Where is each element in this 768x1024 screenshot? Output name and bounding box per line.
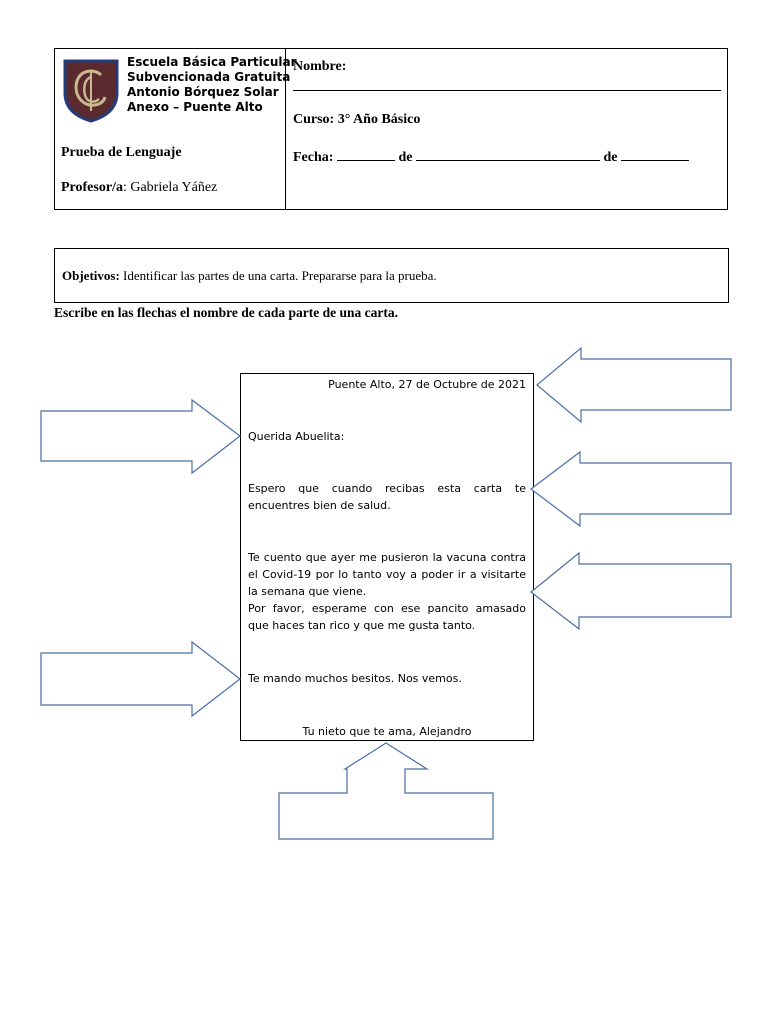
letter-farewell: Te mando muchos besitos. Nos vemos. (248, 672, 462, 685)
date-of-label: de (603, 150, 618, 165)
teacher-name: : Gabriela Yáñez (122, 180, 218, 195)
school-name-line: Subvencionada Gratuita (127, 70, 291, 84)
answer-arrow-date[interactable] (537, 348, 731, 422)
test-title: Prueba de Lenguaje (61, 145, 182, 160)
teacher-label: Profesor/a (61, 180, 123, 195)
answer-arrow-intro[interactable] (531, 452, 731, 526)
school-name-line: Escuela Básica Particular (127, 55, 297, 69)
answer-arrow-greeting[interactable] (41, 400, 240, 473)
answer-arrow-body[interactable] (531, 553, 731, 629)
letter-intro: Espero que cuando recibas esta carta te encuentres bien de salud. (248, 482, 526, 512)
school-name-line: Anexo – Puente Alto (127, 100, 263, 114)
letter-body-paragraph: Te cuento que ayer me pusieron la vacuna contra el Covid-19 por lo tanto voy a poder ir a visitarte la semana que viene. (248, 551, 526, 598)
date-label: Fecha: (293, 150, 334, 165)
school-name-line: Antonio Bórquez Solar (127, 85, 279, 99)
letter-signature: Tu nieto que te ama, Alejandro (302, 725, 472, 738)
name-label: Nombre: (293, 59, 347, 74)
objectives-content: Identificar las partes de una carta. Prepararse para la prueba. (119, 268, 437, 283)
objectives-label: Objetivos: (62, 268, 120, 283)
letter-date: Puente Alto, 27 de Octubre de 2021 (328, 378, 526, 391)
letter-body-paragraph: Por favor, esperame con ese pancito amasado que haces tan rico y que me gusta tanto. (248, 602, 526, 632)
course-label: Curso: 3° Año Básico (293, 112, 421, 127)
answer-arrow-signature[interactable] (279, 743, 493, 839)
instruction-text: Escribe en las flechas el nombre de cada parte de una carta. (54, 305, 398, 320)
date-of-label: de (398, 150, 413, 165)
letter-greeting: Querida Abuelita: (248, 430, 345, 443)
answer-arrow-farewell[interactable] (41, 642, 240, 716)
